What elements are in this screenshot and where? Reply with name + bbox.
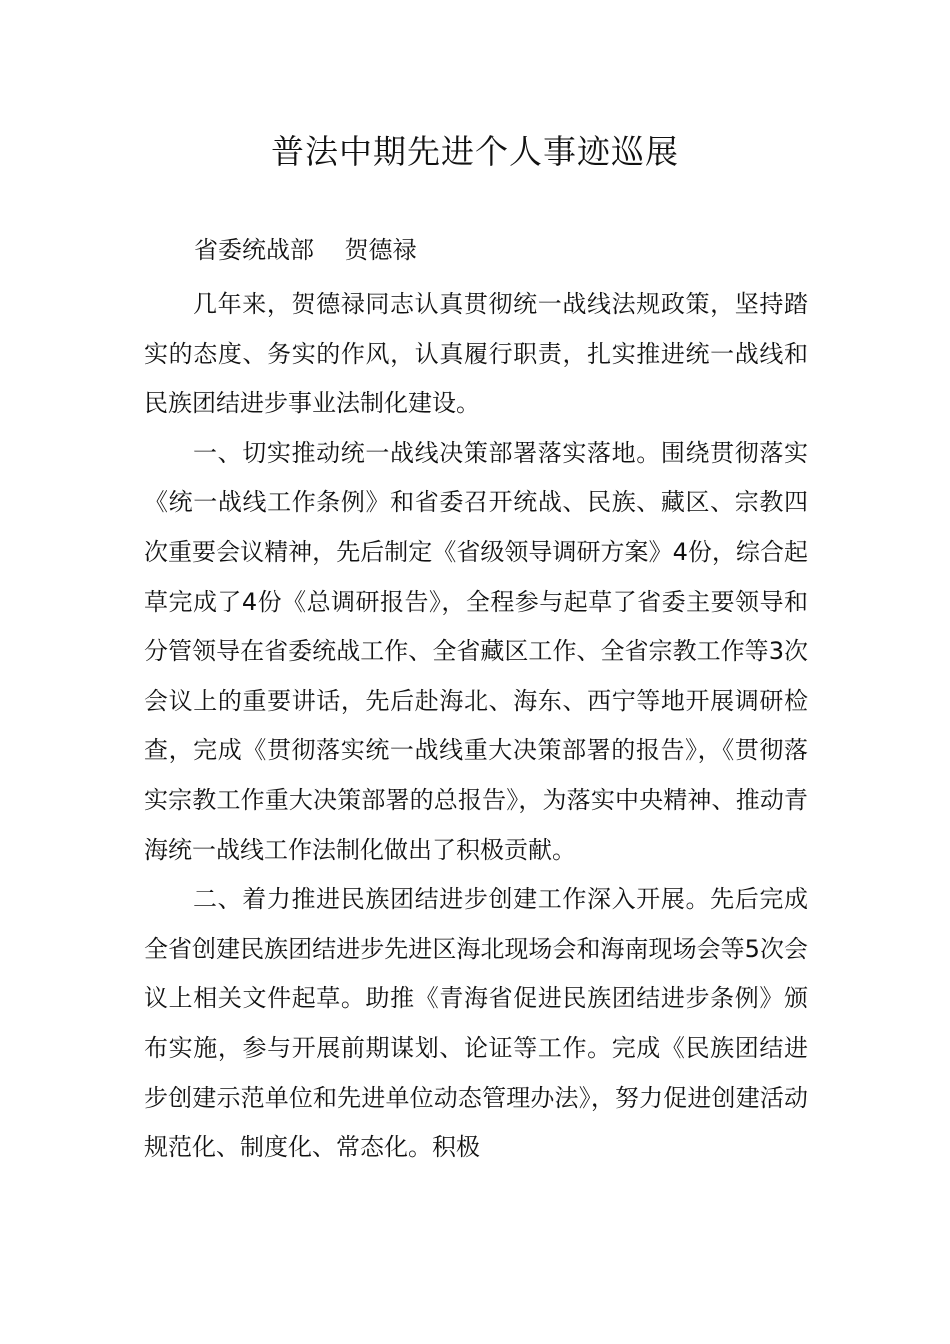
- document-title: 普法中期先进个人事迹巡展: [271, 132, 679, 171]
- paragraph-section-one: 一、切实推动统一战线决策部署落实落地。围绕贯彻落实《统一战线工作条例》和省委召开统战、民族、藏区、宗教四次重要会议精神，先后制定《省级领导调研方案》4份，综合起草完成了4份《总调研报告》，全程参与起草了省委主要领导和分管领导在省委统战工作、全省藏区工作、全省宗教工作等3次会议上的重要讲话，先后赴海北、海东、西宁等地开展调研检查，完成《贯彻落实统一战线重大决策部署的报告》，《贯彻落实宗教工作重大决策部署的总报告》，为落实中央精神、推动青海统一战线工作法制化做出了积极贡献。: [144, 438, 808, 864]
- document-body: [144, 280, 808, 1173]
- paragraph-intro: 几年来，贺德禄同志认真贯彻统一战线法规政策，坚持踏实的态度、务实的作风，认真履行职责，扎实推进统一战线和民族团结进步事业法制化建设。: [144, 290, 808, 418]
- paragraph-section-two: 二、着力推进民族团结进步创建工作深入开展。先后完成全省创建民族团结进步先进区海北现场会和海南现场会等5次会议上相关文件起草。助推《青海省促进民族团结进步条例》颁布实施，参与开展前期谋划、论证等工作。完成《民族团结进步创建示范单位和先进单位动态管理办法》，努力促进创建活动规范化、制度化、常态化。积极: [144, 885, 808, 1162]
- author-line: 省委统战部 贺德禄: [194, 236, 417, 264]
